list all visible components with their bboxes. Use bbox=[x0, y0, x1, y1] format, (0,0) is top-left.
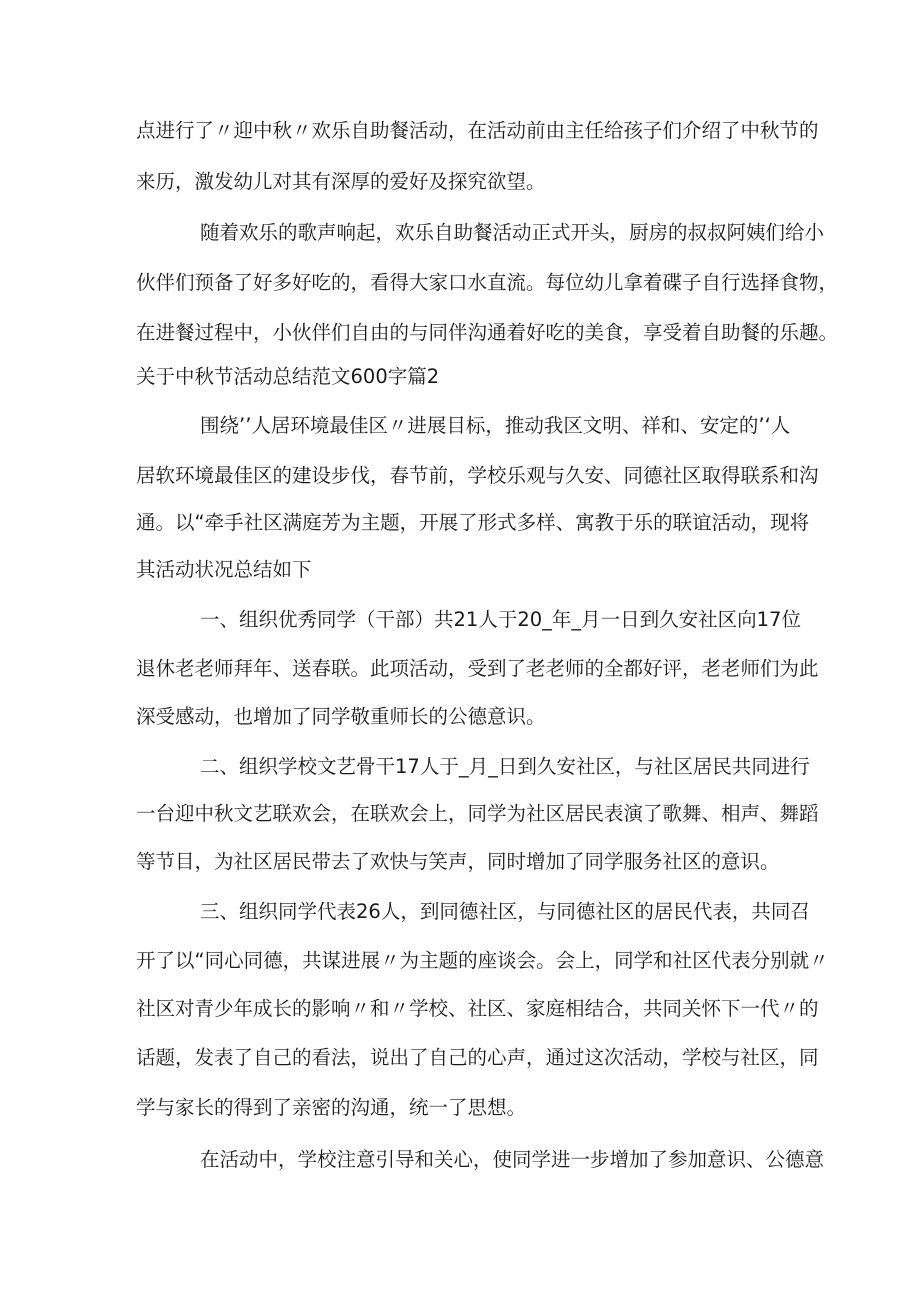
text-line: 点进行了〃迎中秋〃欢乐自助餐活动，在活动前由主任给孩子们介绍了中秋节的 bbox=[136, 119, 819, 142]
text-line: 一台迎中秋文艺联欢会，在联欢会上，同学为社区居民表演了歌舞、相声、舞蹈 bbox=[136, 802, 819, 825]
text-line: 通。以“牵手社区满庭芳为主题，开展了形式多样、寓教于乐的联谊活动，现将 bbox=[136, 511, 810, 534]
text-line: 来历，激发幼儿对其有深厚的爱好及探究欲望。 bbox=[136, 170, 546, 193]
text-line: 在活动中，学校注意引导和关心，使同学进一步增加了参加意识、公德意 bbox=[200, 1148, 825, 1171]
text-line: 其活动状况总结如下 bbox=[136, 558, 312, 581]
text-line: 在进餐过程中，小伙伴们自由的与同伴沟通着好吃的美食，享受着自助餐的乐趣。 bbox=[136, 321, 839, 344]
text-line: 话题，发表了自己的看法，说出了自己的心声，通过这次活动，学校与社区，同 bbox=[136, 1046, 819, 1069]
text-line: 退休老老师拜年、送春联。此项活动，受到了老老师的全都好评，老老师们为此 bbox=[136, 657, 819, 680]
text-line: 深受感动，也增加了同学敬重师长的公德意识。 bbox=[136, 705, 546, 728]
text-line: 伙伴们预备了好多好吃的，看得大家口水直流。每位幼儿拿着碟子自行选择食物， bbox=[136, 271, 839, 294]
text-line: 围绕’’人居环境最佳区〃进展目标，推动我区文明、祥和、安定的’‘人 bbox=[200, 414, 791, 437]
section-heading: 关于中秋节活动总结范文600字篇2 bbox=[136, 365, 440, 388]
text-line: 居软环境最佳区的建设步伐，春节前，学校乐观与久安、同德社区取得联系和沟 bbox=[136, 464, 819, 487]
text-line: 一、组织优秀同学（干部）共21人于20_年_月一日到久安社区向17位 bbox=[200, 608, 801, 631]
text-line: 随着欢乐的歌声响起，欢乐自助餐活动正式开头，厨房的叔叔阿姨们给小 bbox=[200, 221, 825, 244]
text-line: 二、组织学校文艺骨干17人于_月_日到久安社区，与社区居民共同进行 bbox=[200, 755, 810, 778]
text-line: 学与家长的得到了亲密的沟通，统一了思想。 bbox=[136, 1096, 527, 1119]
text-line: 社区对青少年成长的影响〃和〃学校、社区、家庭相结合，共同关怀下一代〃的 bbox=[136, 997, 819, 1020]
text-line: 三、组织同学代表26人，到同德社区，与同德社区的居民代表，共同召 bbox=[200, 900, 810, 923]
text-line: 开了以“同心同德，共谋进展〃为主题的座谈会。会上，同学和社区代表分别就〃 bbox=[136, 949, 829, 972]
text-line: 等节目，为社区居民带去了欢快与笑声，同时增加了同学服务社区的意识。 bbox=[136, 850, 780, 873]
